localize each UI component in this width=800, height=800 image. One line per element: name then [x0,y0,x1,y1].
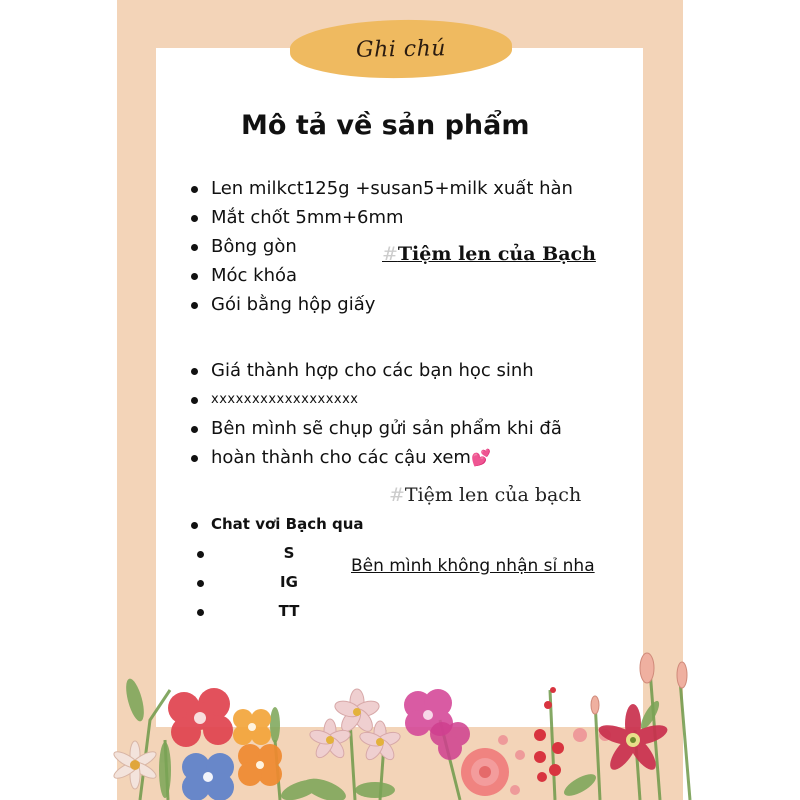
hash-symbol: # [389,484,405,506]
contact-heading: Chat vơi Bạch qua [189,510,389,539]
shop-tag-text: Tiệm len của bạch [404,484,582,506]
shop-hashtag-light [389,484,581,506]
list-item: Bông gòn [189,232,573,261]
contact-channel: S [189,539,389,568]
list-item [189,443,562,472]
shop-tag-text: Tiệm len của Bạch [397,243,596,265]
list-item: Bên mình sẽ chụp gửi sản phẩm khi đã [189,414,562,443]
list-item: Móc khóa [189,261,573,290]
list-item: Mắt chốt 5mm+6mm [189,203,573,232]
list-item: xxxxxxxxxxxxxxxxxx [189,385,562,414]
list-item: Len milkct125g +susan5+milk xuất hàn [189,174,573,203]
list-item: Giá thành hợp cho các bạn học sinh [189,356,562,385]
info-list [189,356,562,472]
page-title: Mô tả về sản phẩm [241,110,530,141]
hash-symbol: # [382,243,398,265]
two-hearts-icon: 💕 [470,448,491,467]
no-wholesale-note: Bên mình không nhận sỉ nha [351,556,595,576]
contact-channel: IG [189,568,389,597]
contact-channel: TT [189,597,389,626]
list-item-text: hoàn thành cho các cậu xem [211,447,471,468]
badge-label: Ghi chú [355,35,447,63]
shop-hashtag-bold [382,243,596,265]
list-item: Gói bằng hộp giấy [189,290,573,319]
